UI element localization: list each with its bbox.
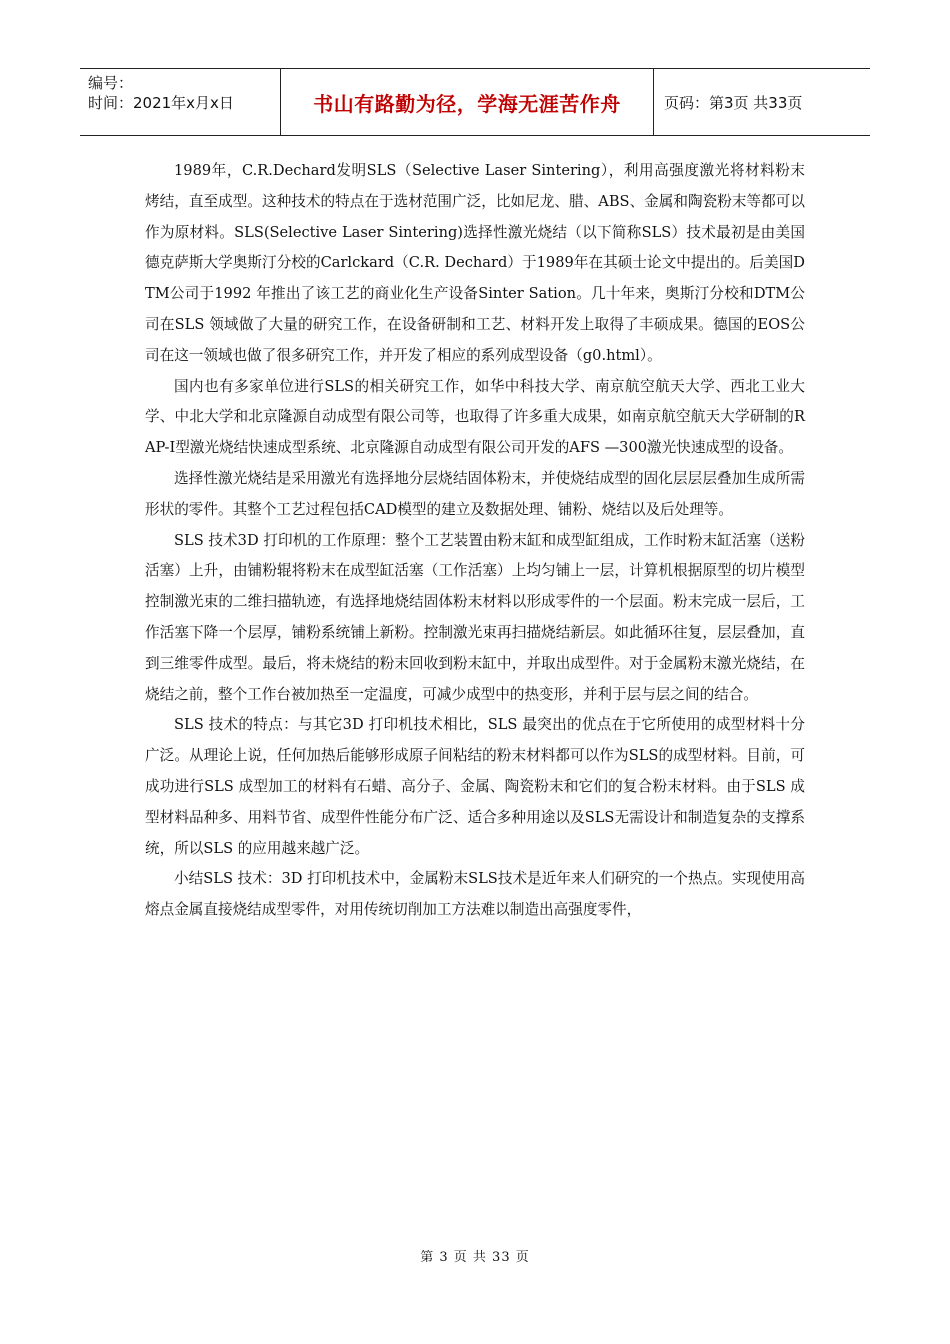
paragraph-4: SLS 技术3D 打印机的工作原理：整个工艺装置由粉末缸和成型缸组成，工作时粉末缸活塞（送粉活塞）上升，由铺粉辊将粉末在成型缸活塞（工作活塞）上均匀铺上一层，计算机根据原型的切片模型控制激光束的二维扫描轨迹，有选择地烧结固体粉末材料以形成零件的一个层面。粉末完成一层后，工作活塞下降一个层厚，铺粉系统铺上新粉。控制激光束再扫描烧结新层。如此循环往复，层层叠加，直到三维零件成型。最后，将未烧结的粉末回收到粉末缸中，并取出成型件。对于金属粉末激光烧结，在烧结之前，整个工作台被加热至一定温度，可减少成型中的热变形，并利于层与层之间的结合。 bbox=[145, 531, 805, 703]
paragraph-1: 1989年，C.R.Dechard发明SLS（Selective Laser Sintering），利用高强度激光将材料粉末烤结，直至成型。这种技术的特点在于选材范围广泛，比如尼龙、腊、ABS、金属和陶瓷粉末等都可以作为原材料。SLS(Selective Laser Sintering)选择性激光烧结（以下简称SLS）技术最初是由美国德克萨斯大学奥斯汀分校的Carlckard（C.R. Dechard）于1989年在其硕士论文中提出的。后美国DTM公司于1992 年推出了该工艺的商业化生产设备Sinter Sation。几十年来，奥斯汀分校和DTM公司在SLS 领域做了大量的研究工作，在设备研制和工艺、材料开发上取得了丰硕成果。德国的EOS公司在这一领域也做了很多研究工作，并开发了相应的系列成型设备（g0.html）。 bbox=[145, 162, 805, 364]
paragraph-3: 选择性激光烧结是采用激光有选择地分层烧结固体粉末，并使烧结成型的固化层层层叠加生成所需形状的零件。其整个工艺过程包括CAD模型的建立及数据处理、铺粉、烧结以及后处理等。 bbox=[145, 469, 805, 518]
paragraph-5: SLS 技术的特点：与其它3D 打印机技术相比，SLS 最突出的优点在于它所使用的成型材料十分广泛。从理论上说，任何加热后能够形成原子间粘结的粉末材料都可以作为SLS的成型材料。目前，可成功进行SLS 成型加工的材料有石蜡、高分子、金属、陶瓷粉末和它们的复合粉末材料。由于SLS 成型材料品种多、用料节省、成型件性能分布广泛、适合多种用途以及SLS无需设计和制造复杂的支撑系统，所以SLS 的应用越来越广泛。 bbox=[145, 716, 805, 857]
document-date-label: 时间：2021年x月x日 bbox=[88, 94, 234, 112]
document-body bbox=[145, 156, 805, 926]
header-motto: 书山有路勤为径，学海无涯苦作舟 bbox=[280, 69, 654, 135]
paragraph-6: 小结SLS 技术：3D 打印机技术中，金属粉末SLS技术是近年来人们研究的一个热点。实现使用高熔点金属直接烧结成型零件，对用传统切削加工方法难以制造出高强度零件， bbox=[145, 870, 805, 919]
header-info bbox=[80, 69, 280, 135]
page-header bbox=[80, 68, 870, 136]
document-number-label: 编号： bbox=[88, 74, 134, 92]
header-page-info: 页码：第3页 共33页 bbox=[664, 93, 803, 112]
page-footer: 第 3 页 共 33 页 bbox=[420, 1250, 530, 1265]
paragraph-2: 国内也有多家单位进行SLS的相关研究工作，如华中科技大学、南京航空航天大学、西北工业大学、中北大学和北京隆源自动成型有限公司等，也取得了许多重大成果，如南京航空航天大学研制的RAP-I型激光烧结快速成型系统、北京隆源自动成型有限公司开发的AFS —300激光快速成型的设备。 bbox=[145, 377, 805, 457]
